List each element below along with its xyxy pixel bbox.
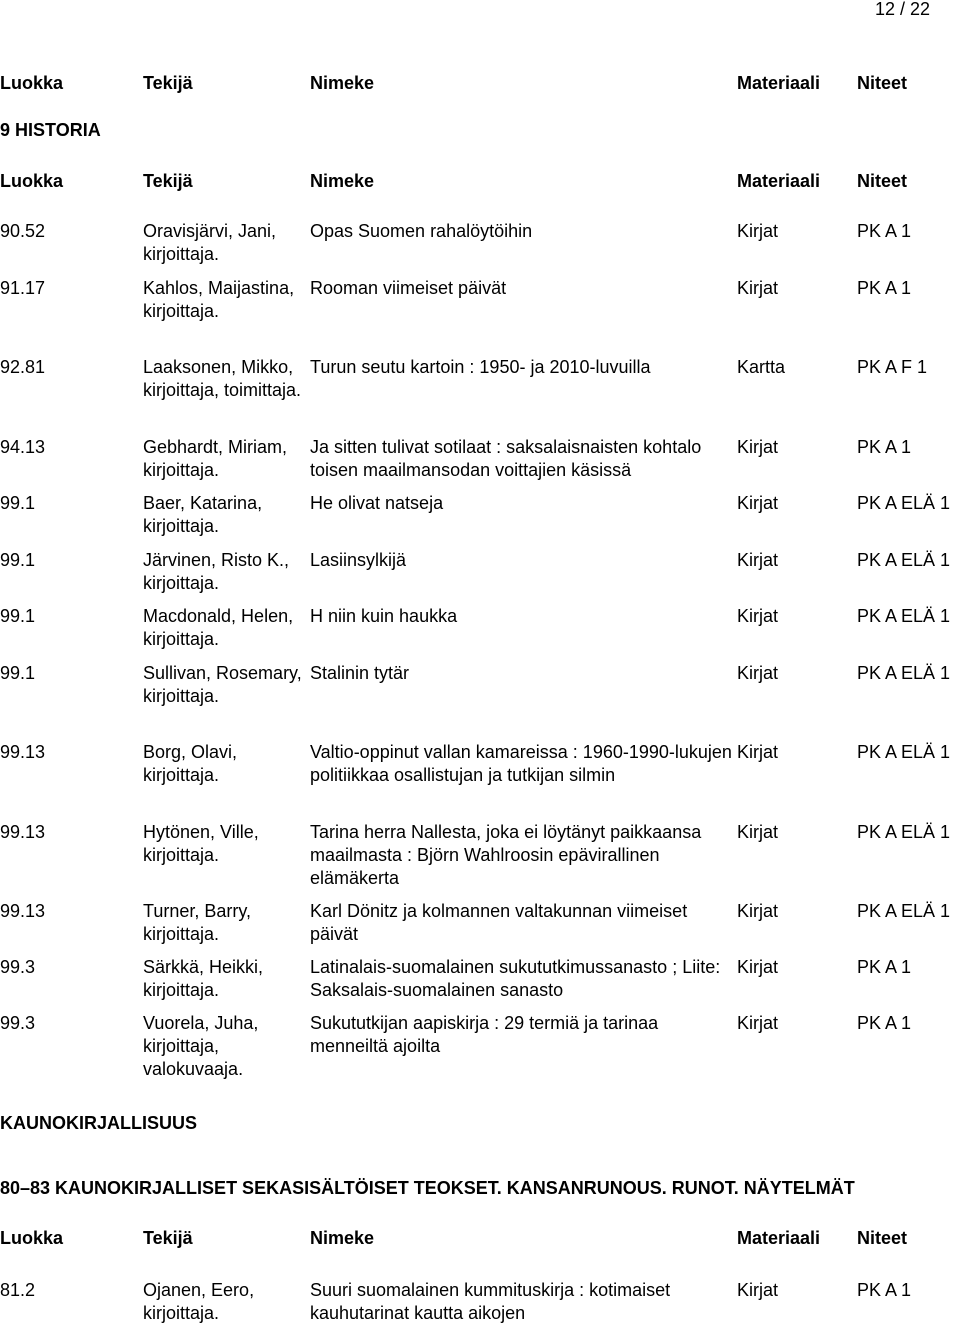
cell-materiaali: Kirjat [737,742,779,762]
header-tekija: Tekijä [143,171,193,191]
header-nimeke: Nimeke [310,171,375,191]
cell-nimeke: Suuri suomalainen kummituskirja : kotimaiset kauhutarinat kautta aikojen [310,1280,671,1323]
cell-luokka: 99.1 [0,493,36,513]
cell-niteet: PK A 1 [857,278,912,298]
header-tekija: Tekijä [143,73,193,93]
cell-niteet: PK A F 1 [857,357,928,377]
cell-luokka: 99.13 [0,822,46,842]
cell-luokka: 99.1 [0,550,36,570]
cell-luokka: 94.13 [0,437,46,457]
cell-nimeke: Opas Suomen rahalöytöihin [310,221,533,241]
cell-nimeke: Valtio-oppinut vallan kamareissa : 1960-1990-lukujen politiikkaa osallistujan ja tutkijan silmin [310,742,732,785]
cell-materiaali: Kirjat [737,957,779,977]
cell-tekija: Laaksonen, Mikko, kirjoittaja, toimittaja. [143,357,302,400]
cell-luokka: 81.2 [0,1280,36,1300]
header-luokka: Luokka [0,1228,64,1248]
cell-materiaali: Kirjat [737,437,779,457]
cell-materiaali: Kirjat [737,822,779,842]
cell-nimeke: Rooman viimeiset päivät [310,278,507,298]
cell-materiaali: Kirjat [737,901,779,921]
cell-nimeke: Turun seutu kartoin : 1950- ja 2010-luvuilla [310,357,651,377]
cell-luokka: 99.1 [0,606,36,626]
header-niteet: Niteet [857,1228,908,1248]
cell-niteet: PK A ELÄ 1 [857,822,951,842]
cell-luokka: 99.13 [0,742,46,762]
cell-niteet: PK A 1 [857,1280,912,1300]
cell-tekija: Baer, Katarina, kirjoittaja. [143,493,263,536]
cell-nimeke: Karl Dönitz ja kolmannen valtakunnan viimeiset päivät [310,901,688,944]
header-niteet: Niteet [857,171,908,191]
cell-luokka: 99.1 [0,663,36,683]
cell-materiaali: Kirjat [737,663,779,683]
header-luokka: Luokka [0,171,64,191]
header-materiaali: Materiaali [737,171,821,191]
header-materiaali: Materiaali [737,73,821,93]
cell-tekija: Hytönen, Ville, kirjoittaja. [143,822,259,865]
cell-materiaali: Kirjat [737,221,779,241]
cell-niteet: PK A 1 [857,437,912,457]
cell-materiaali: Kirjat [737,1280,779,1300]
cell-nimeke: H niin kuin haukka [310,606,458,626]
cell-materiaali: Kirjat [737,493,779,513]
cell-niteet: PK A ELÄ 1 [857,493,951,513]
cell-tekija: Järvinen, Risto K., kirjoittaja. [143,550,290,593]
header-luokka: Luokka [0,73,64,93]
cell-tekija: Vuorela, Juha, kirjoittaja, valokuvaaja. [143,1013,259,1079]
cell-nimeke: Latinalais-suomalainen sukututkimussanasto ; Liite: Saksalais-suomalainen sanasto [310,957,721,1000]
cell-nimeke: Tarina herra Nallesta, joka ei löytänyt paikkaansa maailmasta : Björn Wahlroosin epävirallinen elämäkerta [310,822,702,888]
cell-tekija: Ojanen, Eero, kirjoittaja. [143,1280,255,1323]
cell-tekija: Sullivan, Rosemary, kirjoittaja. [143,663,302,706]
cell-tekija: Oravisjärvi, Jani, kirjoittaja. [143,221,277,264]
cell-niteet: PK A 1 [857,221,912,241]
section-title-historia: 9 HISTORIA [0,120,101,140]
cell-luokka: 92.81 [0,357,46,377]
cell-materiaali: Kirjat [737,606,779,626]
cell-luokka: 99.3 [0,957,36,977]
cell-materiaali: Kirjat [737,278,779,298]
header-materiaali: Materiaali [737,1228,821,1248]
cell-niteet: PK A ELÄ 1 [857,663,951,683]
cell-niteet: PK A 1 [857,1013,912,1033]
cell-luokka: 91.17 [0,278,46,298]
section-title-kaunokirjallisuus: KAUNOKIRJALLISUUS [0,1113,198,1133]
cell-tekija: Kahlos, Maijastina, kirjoittaja. [143,278,295,321]
cell-niteet: PK A ELÄ 1 [857,606,951,626]
cell-nimeke: Sukututkijan aapiskirja : 29 termiä ja tarinaa menneiltä ajoilta [310,1013,659,1056]
cell-niteet: PK A 1 [857,957,912,977]
cell-tekija: Särkkä, Heikki, kirjoittaja. [143,957,264,1000]
header-nimeke: Nimeke [310,73,375,93]
cell-niteet: PK A ELÄ 1 [857,901,951,921]
section-title-kaunokirjalliset: 80–83 KAUNOKIRJALLISET SEKASISÄLTÖISET TEOKSET. KANSANRUNOUS. RUNOT. NÄYTELMÄT [0,1178,855,1198]
cell-niteet: PK A ELÄ 1 [857,550,951,570]
cell-nimeke: Ja sitten tulivat sotilaat : saksalaisnaisten kohtalo toisen maailmansodan voittajien käsissä [310,437,702,480]
cell-tekija: Turner, Barry, kirjoittaja. [143,901,252,944]
page-number: 12 / 22 [874,0,930,19]
cell-luokka: 90.52 [0,221,46,241]
header-tekija: Tekijä [143,1228,193,1248]
cell-materiaali: Kirjat [737,1013,779,1033]
header-niteet: Niteet [857,73,908,93]
cell-luokka: 99.13 [0,901,46,921]
cell-tekija: Borg, Olavi, kirjoittaja. [143,742,238,785]
cell-tekija: Macdonald, Helen, kirjoittaja. [143,606,294,649]
cell-tekija: Gebhardt, Miriam, kirjoittaja. [143,437,288,480]
cell-nimeke: Lasiinsylkijä [310,550,407,570]
header-nimeke: Nimeke [310,1228,375,1248]
cell-luokka: 99.3 [0,1013,36,1033]
cell-niteet: PK A ELÄ 1 [857,742,951,762]
cell-materiaali: Kirjat [737,550,779,570]
cell-nimeke: Stalinin tytär [310,663,410,683]
cell-materiaali: Kartta [737,357,786,377]
cell-nimeke: He olivat natseja [310,493,444,513]
